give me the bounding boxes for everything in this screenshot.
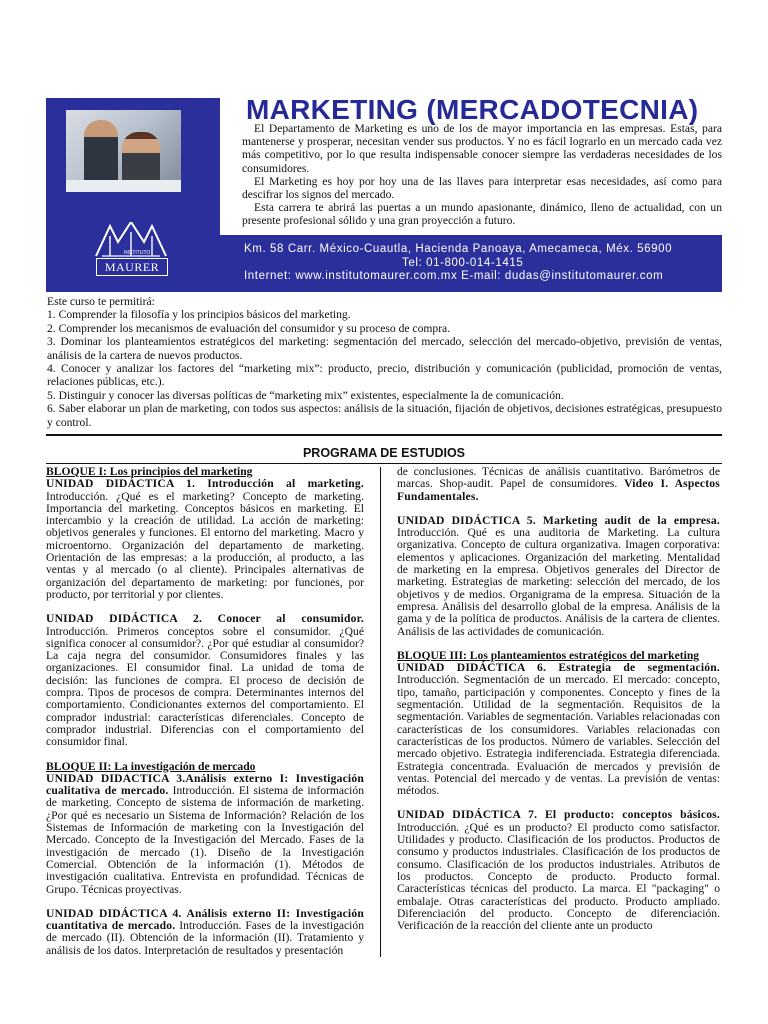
unit-title: UNIDAD DIDÁCTICA 6. Estrategia de segmentación. (397, 661, 720, 675)
unit-title: UNIDAD DIDÁCTICA 2. Conocer al consumidor. (46, 612, 364, 626)
contact-phone: Tel: 01-800-014-1415 (402, 256, 524, 269)
business-people-photo (66, 110, 181, 192)
unit-body: de conclusiones. Técnicas de análisis cuantitativo. Barómetros de marcas. Shop-audit. Papel de consumidores. (397, 465, 720, 491)
unit-body: Introducción. ¿Qué es un producto? El producto como satisfactor. Utilidades y producto. Clasificación de los productos. Productos de consumo y productos industriales. Clasificación de los productos de consumo. Clasificación de los productos industriales. Atributos de los productos. Concepto de producto. Producto formal. Características técnicas del producto. La marca. El "packaging" o embalaje. Otras características del producto. Producto ampliado. Diferenciación del producto. Concepto de diferenciación. Verificación de la reacción del cliente ante un producto (397, 820, 720, 933)
contact-bar (220, 235, 722, 292)
block-title: BLOQUE III: Los planteamientos estratégicos del marketing (397, 648, 700, 662)
unit-body: Introducción. Primeros conceptos sobre el consumidor. ¿Qué significa conocer al consumidor?. ¿Por qué estudiar al consumidor? La caja negra del consumidor. Consumidores finales y las organizaciones. El consumidor final. La unidad de toma de decisión: las funciones de compra. El proceso de decisión de compra. Tipos de procesos de compra. Determinantes internos del comportamiento. Condicionantes externos del comportamiento. El comprador industrial: características diferenciales. Concepto de comprador industrial. Diferencias con el comportamiento del consumidor final. (46, 624, 364, 749)
objective-item: 4. Conocer y analizar los factores del “marketing mix”: producto, precio, distribución y comunicación (publicidad, promoción de ventas, relaciones públicas, etc.). (47, 362, 722, 389)
contact-web: Internet: www.institutomaurer.com.mx E-mail: dudas@institutomaurer.com (244, 270, 664, 282)
unit-title: UNIDAD DIDÁCTICA 1. Introducción al marketing. (46, 477, 364, 491)
block-title: BLOQUE I: Los principios del marketing (46, 465, 253, 478)
program-column-left (46, 466, 364, 957)
objectives-intro: Este curso te permitirá: (47, 295, 155, 308)
unit-body: Introducción. El sistema de información de marketing. Concepto de sistema de información de marketing. ¿Por qué es necesario un Sistema de Información? Relación de los Sistemas de Información de marketing con la Investigación del Mercado. Concepto de la Investigación del Mercado. Fases de la investigación de mercado (1). Diseño de la Investigación Comercial. Obtención de la información (1). Métodos de investigación cualitativa. Entrevista en profundidad. Técnicas de Grupo. Técnicas proyectivas. (46, 784, 364, 896)
unit-title: UNIDAD DIDÁCTICA 4. Análisis externo II: Investigación cuantitativa de mercado. (46, 906, 364, 933)
objective-item: 2. Comprender los mecanismos de evaluación del consumidor y su proceso de compra. (47, 321, 451, 335)
unit-body: Introducción. Fases de la investigación de mercado (II). Obtención de la información (II). Tratamiento y análisis de los datos. Interpretación de resultados y presentación (46, 919, 364, 957)
header-banner (46, 94, 722, 292)
unit-body: Introducción. Segmentación de un mercado. El mercado: concepto, tipo, tamaño, participación y componentes. Concepto y fines de la segmentación. Utilidad de la segmentación. Requisitos de la segmentación. Variables de segmentación. Variables relacionadas con características de los consumidores. Variables relacionadas con características de los productos. Número de variables. Selección del mercado objetivo. Estrategia indiferenciada. Estrategia diferenciada. Estrategia concentrada. Evaluación de mercados y previsión de ventas. Potencial del mercado y de ventas. La previsión de ventas: métodos. (397, 673, 720, 798)
intro-paragraph: El Departamento de Marketing es uno de los de mayor importancia en las empresas. Estas, para mantenerse y prosperar, necesitan vender sus productos. Y no es fácil lograrlo en un mercado cada vez más competitivo, por lo que resulta indispensable conocer siempre las verdaderas necesidades de los consumidores. (242, 122, 722, 175)
divider-rule (46, 434, 722, 436)
divider-rule (46, 463, 722, 464)
unit-title: UNIDAD DIDÁCTICA 7. El producto: conceptos básicos. (397, 808, 720, 822)
objectives-list (47, 295, 722, 429)
objective-item: 3. Dominar los planteamientos estratégicos del marketing: segmentación del mercado, selección del mercado-objetivo, previsión de ventas, análisis de la cartera de nuevos productos. (47, 335, 722, 362)
program-column-right (397, 466, 720, 932)
page-title: MARKETING (MERCADOTECNIA) (246, 94, 699, 125)
objective-item: 6. Saber elaborar un plan de marketing, con todos sus aspectos: análisis de la situación, fijación de objetivos, decisiones estratégicas, presupuesto y control. (47, 402, 722, 429)
column-divider (380, 467, 381, 957)
video-label: Video I. Aspectos Fundamentales. (397, 477, 720, 503)
block-title: BLOQUE II: La investigación de mercado (46, 759, 256, 773)
desk (66, 180, 181, 192)
program-title: PROGRAMA DE ESTUDIOS (302, 446, 466, 460)
unit-body: Introducción. ¿Qué es el marketing? Concepto de marketing. Importancia del marketing. Conceptos básicos en marketing. El intercambio y la creación de utilidad. La acción de marketing: objetivos generales y funciones. El entorno del marketing. Macro y microentorno. Organización del departamento de marketing. Orientación de las empresas: a la producción, al producto, a las ventas y al mercado (o al cliente). Principales alternativas de organización del departamento de marketing: por funciones, por producto, por territorial y por clientes. (46, 489, 364, 601)
intro-paragraph: El Marketing es hoy por hoy una de las llaves para interpretar esas necesidades, así como para descifrar los signos del mercado. (242, 174, 722, 202)
intro-text (242, 122, 722, 228)
unit-title: UNIDAD DIDÁCTICA 5. Marketing audit de la empresa. (397, 513, 720, 527)
unit-title: UNIDAD DIDACTICA 3.Análisis externo I: Investigación cualitativa de mercado. (46, 771, 364, 798)
contact-address: Km. 58 Carr. México-Cuautla, Hacienda Panoaya, Amecameca, Méx. 56900 (244, 243, 673, 255)
unit-body: Introducción. Qué es una auditoria de Marketing. La cultura organizativa. Concepto de cultura organizativa. Imagen corporativa: elementos y aplicaciones. Organización del marketing. Mentalidad de marketing en la empresa. Objetivos generales del Director de marketing. Estrategias de marketing: selección del mercado, de los objetivos y de medios. Organigrama de la empresa. Situación de la empresa. Análisis del desarrollo global de la empresa. Análisis de la gama y de la política de productos. Análisis de la cartera de clientes. Análisis de las actividades de comunicación. (397, 526, 720, 638)
logo-text: MAURER (96, 258, 168, 276)
objective-item: 1. Comprender la filosofía y los principios básicos del marketing. (47, 308, 351, 322)
logo-small-text: INSTITUTO (124, 250, 151, 256)
brand-panel (46, 98, 220, 292)
intro-paragraph: Esta carrera te abrirá las puertas a un mundo apasionante, dinámico, lleno de actualidad, con un presente profesional sólido y una gran proyección a futuro. (242, 201, 722, 228)
objective-item: 5. Distinguir y conocer las diversas políticas de “marketing mix” existentes, especialmente la de comunicación. (47, 388, 564, 402)
